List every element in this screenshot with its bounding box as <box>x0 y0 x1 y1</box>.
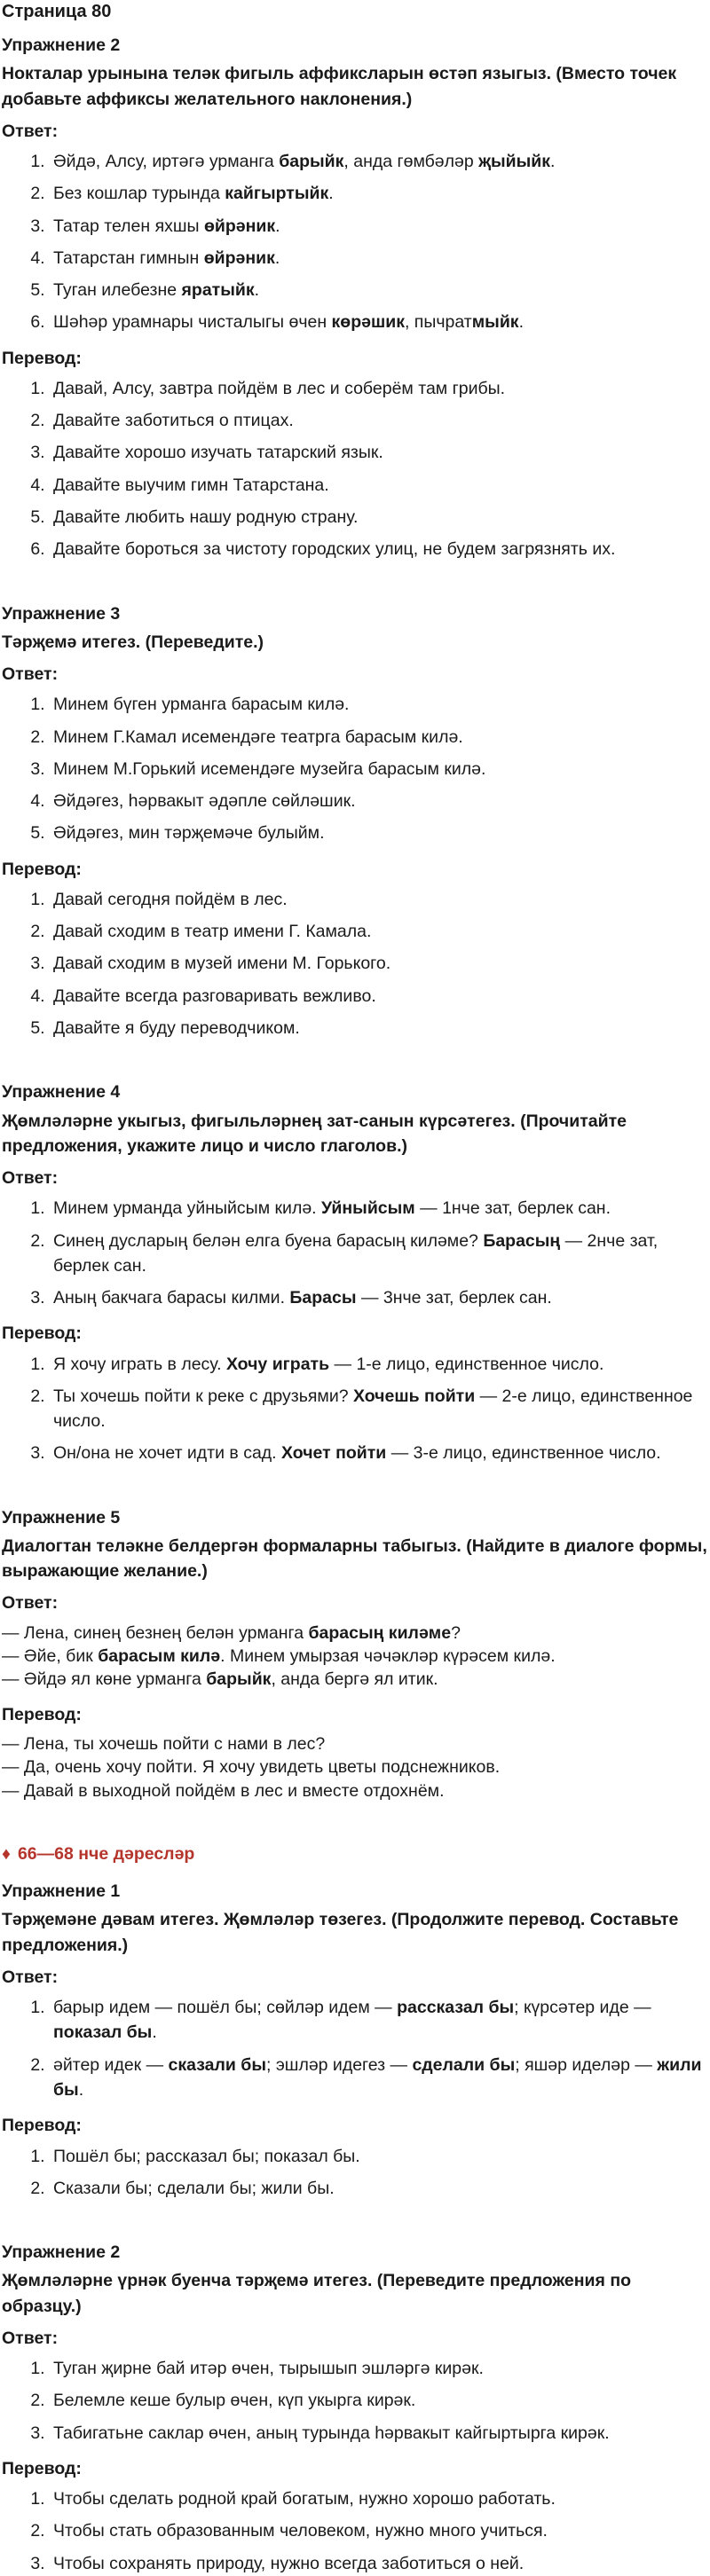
list-item: 4. Татарстан гимнын өйрәник. <box>50 246 710 271</box>
list-item: 3. Он/она не хочет идти в сад. Хочет пойти — 3-е лицо, единственное число. <box>50 1441 710 1465</box>
exercise-task: Нокталар урынына теләк фигыль аффиксларын өстәп языгыз. (Вместо точек добавьте аффиксы желательного наклонения.) <box>2 64 677 109</box>
answer-list <box>2 692 710 845</box>
list-item: 2. Чтобы стать образованным человеком, нужно много учиться. <box>50 2518 710 2543</box>
list-item: 6. Давайте бороться за чистоту городских улиц, не будем загрязнять их. <box>50 537 710 562</box>
list-item: 5. Давайте я буду переводчиком. <box>50 1016 710 1041</box>
answer-label: Ответ: <box>2 664 59 685</box>
translation-label: Перевод: <box>2 1323 82 1344</box>
list-item: 1. Туган җирне бай итәр өчен, тырышып эшләргә кирәк. <box>50 2356 710 2381</box>
answer-list <box>2 149 710 335</box>
list-item: 3. Аның бакчага барасы килми. Барасы — 3нче зат, берлек сан. <box>50 1285 710 1310</box>
exercise-3 <box>2 601 710 1041</box>
exercise-1-lessons-66-68 <box>2 1879 710 2201</box>
list-item: 2. Белемле кеше булыр өчен, күп укырга кирәк. <box>50 2388 710 2413</box>
list-item: 2. Давайте заботиться о птицах. <box>50 408 710 433</box>
list-item: 2. Ты хочешь пойти к реке с друзьями? Хочешь пойти — 2-е лицо, единственное число. <box>50 1384 710 1434</box>
list-item: 3. Табигатьне саклар өчен, аның турында һәрвакыт кайгыртырга кирәк. <box>50 2421 710 2446</box>
list-item: 3. Чтобы сохранять природу, нужно всегда заботиться о ней. <box>50 2551 710 2576</box>
exercise-2-lessons-66-68 <box>2 2240 710 2576</box>
translation-list <box>2 887 710 1041</box>
list-item: 6. Шәһәр урамнары чисталыгы өчен көрәшик, пычратмыйк. <box>50 310 710 334</box>
list-item: 2. әйтер идек — сказали бы; эшләр идегез — сделали бы; яшәр иделәр — жили бы. <box>50 2053 710 2103</box>
dialog-line: — Да, очень хочу пойти. Я хочу увидеть цветы подснежников. <box>2 1757 501 1778</box>
answer-label: Ответ: <box>2 1168 59 1189</box>
list-item: 1. Я хочу играть в лесу. Хочу играть — 1-е лицо, единственное число. <box>50 1352 710 1377</box>
translation-label: Перевод: <box>2 2116 82 2136</box>
exercise-task: Җөмләләрне укыгыз, фигыльләрнең зат-санын күрсәтегез. (Прочитайте предложения, укажите лицо и число глаголов.) <box>2 1111 627 1156</box>
exercise-2 <box>2 33 710 562</box>
list-item: 5. Давайте любить нашу родную страну. <box>50 505 710 530</box>
exercise-title: Упражнение 4 <box>2 1082 121 1103</box>
translation-label: Перевод: <box>2 1704 82 1724</box>
list-item: 3. Татар телен яхшы өйрәник. <box>50 214 710 239</box>
list-item: 3. Давайте хорошо изучать татарский язык. <box>50 440 710 465</box>
dialog-line: — Әйе, бик барасым килә. Минем умырзая чәчәкләр күрәсем килә. <box>2 1646 556 1667</box>
section-heading <box>2 1842 710 1866</box>
answer-list <box>2 1196 710 1310</box>
list-item: 1. Давай, Алсу, завтра пойдём в лес и соберём там грибы. <box>50 376 710 401</box>
exercise-task: Җөмләләрне үрнәк буенча тәрҗемә итегез. (Переведите предложения по образцу.) <box>2 2271 632 2316</box>
translation-dialog <box>2 1732 710 1802</box>
section-heading-label: 66—68 нче дәресләр <box>17 1843 195 1864</box>
list-item: 1. Пошёл бы; рассказал бы; показал бы. <box>50 2144 710 2169</box>
list-item: 2. Синең дусларың белән елга буена барасың киләме? Барасың — 2нче зат, берлек сан. <box>50 1229 710 1279</box>
list-item: 1. Минем урманда уйныйсым килә. Уйныйсым — 1нче зат, берлек сан. <box>50 1196 710 1221</box>
translation-list <box>2 1352 710 1466</box>
list-item: 4. Давайте выучим гимн Татарстана. <box>50 473 710 498</box>
translation-list <box>2 376 710 562</box>
exercise-title: Упражнение 3 <box>2 603 121 624</box>
list-item: 4. Әйдәгез, һәрвакыт әдәпле сөйләшик. <box>50 789 710 813</box>
translation-label: Перевод: <box>2 348 82 368</box>
list-item: 1. Әйдә, Алсу, иртәгә урманга барыйк, анда гөмбәләр җыйыйк. <box>50 149 710 174</box>
exercise-5 <box>2 1505 710 1802</box>
list-item: 2. Сказали бы; сделали бы; жили бы. <box>50 2176 710 2201</box>
exercise-title: Упражнение 2 <box>2 35 121 55</box>
answer-label: Ответ: <box>2 2328 59 2348</box>
exercise-4 <box>2 1080 710 1465</box>
list-item: 1. Давай сегодня пойдём в лес. <box>50 887 710 912</box>
answer-label: Ответ: <box>2 121 59 141</box>
dialog-line: — Әйдә ял көне урманга барыйк, анда бергә ял итик. <box>2 1669 438 1690</box>
answer-list <box>2 2356 710 2446</box>
list-item: 2. Давай сходим в театр имени Г. Камала. <box>50 919 710 944</box>
answer-label: Ответ: <box>2 1593 59 1614</box>
translation-list <box>2 2486 710 2576</box>
answer-dialog <box>2 1622 710 1692</box>
list-item: 5. Туган илебезне яратыйк. <box>50 278 710 302</box>
exercise-task: Тәрҗемәне дәвам итегез. Җөмләләр төзегез. (Продолжите перевод. Составьте предложения.) <box>2 1910 679 1955</box>
dialog-line: — Лена, синең безнең белән урманга барасың киләме? <box>2 1622 461 1643</box>
list-item: 4. Давайте всегда разговаривать вежливо. <box>50 984 710 1009</box>
diamond-icon: ♦ <box>2 1843 11 1864</box>
exercise-title: Упражнение 1 <box>2 1881 121 1902</box>
exercise-title: Упражнение 2 <box>2 2242 121 2263</box>
list-item: 2. Минем Г.Камал исемендәге театрга барасым килә. <box>50 725 710 750</box>
list-item: 3. Минем М.Горький исемендәге музейга барасым килә. <box>50 757 710 781</box>
answer-label: Ответ: <box>2 1967 59 1987</box>
page-title: Страница 80 <box>2 2 112 21</box>
list-item: 1. барыр идем — пошёл бы; сөйләр идем — рассказал бы; күрсәтер иде — показал бы. <box>50 1995 710 2046</box>
list-item: 1. Минем бүген урманга барасым килә. <box>50 692 710 717</box>
translation-label: Перевод: <box>2 2458 82 2478</box>
answer-list <box>2 1995 710 2102</box>
exercise-task: Тәрҗемә итегез. (Переведите.) <box>2 632 264 652</box>
dialog-line: — Лена, ты хочешь пойти с нами в лес? <box>2 1733 326 1754</box>
translation-list <box>2 2144 710 2202</box>
dialog-line: — Давай в выходной пойдём в лес и вместе отдохнём. <box>2 1780 445 1801</box>
list-item: 2. Без кошлар турында кайгыртыйк. <box>50 181 710 206</box>
list-item: 3. Давай сходим в музей имени М. Горького. <box>50 951 710 976</box>
list-item: 1. Чтобы сделать родной край богатым, нужно хорошо работать. <box>50 2486 710 2511</box>
exercise-title: Упражнение 5 <box>2 1507 121 1528</box>
list-item: 5. Әйдәгез, мин тәрҗемәче булыйм. <box>50 821 710 845</box>
exercise-task: Диалогтан теләкне белдергән формаларны табыгыз. (Найдите в диалоге формы, выражающие желание.) <box>2 1535 707 1582</box>
translation-label: Перевод: <box>2 859 82 879</box>
